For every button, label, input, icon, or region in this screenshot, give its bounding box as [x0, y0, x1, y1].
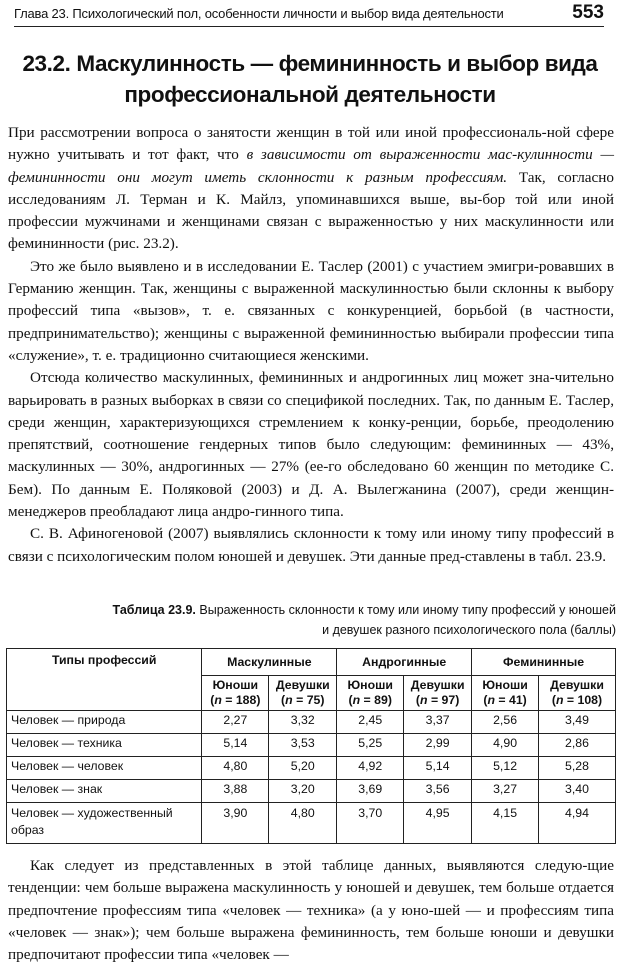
paragraph-4: С. В. Афиногеновой (2007) выявлялись склонности к тому или иному типу профессий в связи с психологическим полом юношей и девушек. Эти данные пред-ставлены в табл. 23.9. — [8, 525, 614, 565]
table-caption-text: Выраженность склонности к тому или иному типу профессий у юношей — [195, 603, 616, 617]
score-cell: 4,90 — [472, 734, 539, 757]
profession-type-cell: Человек — техника — [7, 734, 202, 757]
section-title-line-2: профессиональной деятельности — [124, 82, 496, 107]
running-header — [14, 2, 604, 27]
table-row — [7, 780, 616, 803]
page-number: 553 — [572, 2, 604, 23]
score-cell: 2,56 — [472, 711, 539, 734]
score-cell: 3,90 — [202, 803, 269, 844]
paragraph-1: При рассмотрении вопроса о занятости женщин в той или иной профессиональ-ной сфере нужно учитывать и тот факт, что в зависимости от выраженности мас-кулинности — фемининности они могут иметь склонности к разным профессиям. Так, согласно исследованиям Л. Терман и К. Майлз, упоминавшихся выше, вы-бор той или иной профессии мужчинами и женщинами связан с выраженностью у них маскулинности или фемининности (рис. 23.2). — [8, 124, 614, 253]
body-text-bottom — [8, 855, 614, 966]
table-caption — [110, 600, 616, 640]
group-header: Фемининные — [472, 649, 616, 676]
group-header: Андрогинные — [337, 649, 472, 676]
body-text-top — [8, 122, 614, 568]
profession-type-cell: Человек — человек — [7, 757, 202, 780]
score-cell: 5,12 — [472, 757, 539, 780]
score-cell: 4,95 — [404, 803, 472, 844]
score-cell: 5,25 — [337, 734, 404, 757]
score-cell: 3,37 — [404, 711, 472, 734]
score-cell: 2,45 — [337, 711, 404, 734]
profession-type-cell: Человек — природа — [7, 711, 202, 734]
score-cell: 5,20 — [269, 757, 337, 780]
group-header: Маскулинные — [202, 649, 337, 676]
paragraph-1-emphasis: в зависимости от выраженности мас-кулинности — фемининности они могут иметь склонности к разным профессиям. — [8, 146, 614, 186]
score-cell: 4,94 — [539, 803, 616, 844]
subgroup-header: Девушки (n = 97) — [404, 676, 472, 711]
paragraph-3: Отсюда количество маскулинных, фемининных и андрогинных лиц может зна-чительно варьировать в разных выборках в связи со спецификой последних. Так, по данным Е. Таслер, среди женщин, характеризующихся стремлением к конку-ренции, борьбе, преодолению препятствий, соотношение гендерных типов было следующим: фемининных — 43%, маскулинных — 30%, андрогинных — 27% (ее-го обследовано 60 женщин по методике С. Бем). По данным Е. Поляковой (2003) и Д. А. Вылегжанина (2007), среди женщин-менеджеров преобладают лица андро-гинного типа. — [8, 369, 614, 521]
running-title: Глава 23. Психологический пол, особенности личности и выбор вида деятельности — [14, 6, 504, 21]
section-title-line-1: 23.2. Маскулинность — фемининность и выбор вида — [22, 51, 598, 76]
score-cell: 3,69 — [337, 780, 404, 803]
score-cell: 3,27 — [472, 780, 539, 803]
score-cell: 3,20 — [269, 780, 337, 803]
section-title — [0, 48, 620, 110]
subgroup-header: Юноши (n = 89) — [337, 676, 404, 711]
subgroup-header: Девушки (n = 108) — [539, 676, 616, 711]
score-cell: 5,28 — [539, 757, 616, 780]
table-body — [7, 711, 616, 844]
data-table — [6, 648, 616, 844]
score-cell: 4,15 — [472, 803, 539, 844]
score-cell: 2,99 — [404, 734, 472, 757]
score-cell: 3,70 — [337, 803, 404, 844]
profession-type-cell: Человек — знак — [7, 780, 202, 803]
table-header-row — [7, 649, 616, 676]
score-cell: 3,49 — [539, 711, 616, 734]
score-cell: 5,14 — [202, 734, 269, 757]
score-cell: 3,53 — [269, 734, 337, 757]
score-cell: 3,56 — [404, 780, 472, 803]
paragraph-5: Как следует из представленных в этой таблице данных, выявляются следую-щие тенденции: чем больше выражена маскулинность у юношей и девушек, тем больше отдается предпочтение профессиям типа «человек — техника» (а у юно-шей — и профессиям типа «человек — знак»); чем больше выражена фемининность, тем больше юноши и девушки предпочитают профессии типа «человек — — [8, 857, 614, 964]
score-cell: 4,80 — [269, 803, 337, 844]
score-cell: 5,14 — [404, 757, 472, 780]
score-cell: 3,88 — [202, 780, 269, 803]
table-row — [7, 734, 616, 757]
score-cell: 2,86 — [539, 734, 616, 757]
table-caption-number: Таблица 23.9. — [112, 603, 196, 617]
paragraph-2: Это же было выявлено и в исследовании Е. Таслер (2001) с участием эмигри-ровавших в Германию женщин. Так, женщины с выраженной маскулинностью были склонны к выбору профессий типа «вызов», т. е. связанных с конкуренцией, борьбой (в частности, предпринимательство); женщины с выраженной фемининностью выбирали профессии типа «служение», т. е. традиционно считающиеся женскими. — [8, 257, 614, 364]
score-cell: 3,32 — [269, 711, 337, 734]
score-cell: 4,92 — [337, 757, 404, 780]
table-caption-line-2: и девушек разного психологического пола (баллы) — [322, 623, 616, 637]
profession-type-cell: Человек — художественный образ — [7, 803, 202, 844]
subgroup-header: Юноши (n = 41) — [472, 676, 539, 711]
table-row — [7, 757, 616, 780]
column-header-type: Типы профессий — [7, 649, 202, 711]
score-cell: 4,80 — [202, 757, 269, 780]
score-cell: 2,27 — [202, 711, 269, 734]
subgroup-header: Девушки (n = 75) — [269, 676, 337, 711]
table-row — [7, 711, 616, 734]
table-row — [7, 803, 616, 844]
score-cell: 3,40 — [539, 780, 616, 803]
subgroup-header: Юноши (n = 188) — [202, 676, 269, 711]
